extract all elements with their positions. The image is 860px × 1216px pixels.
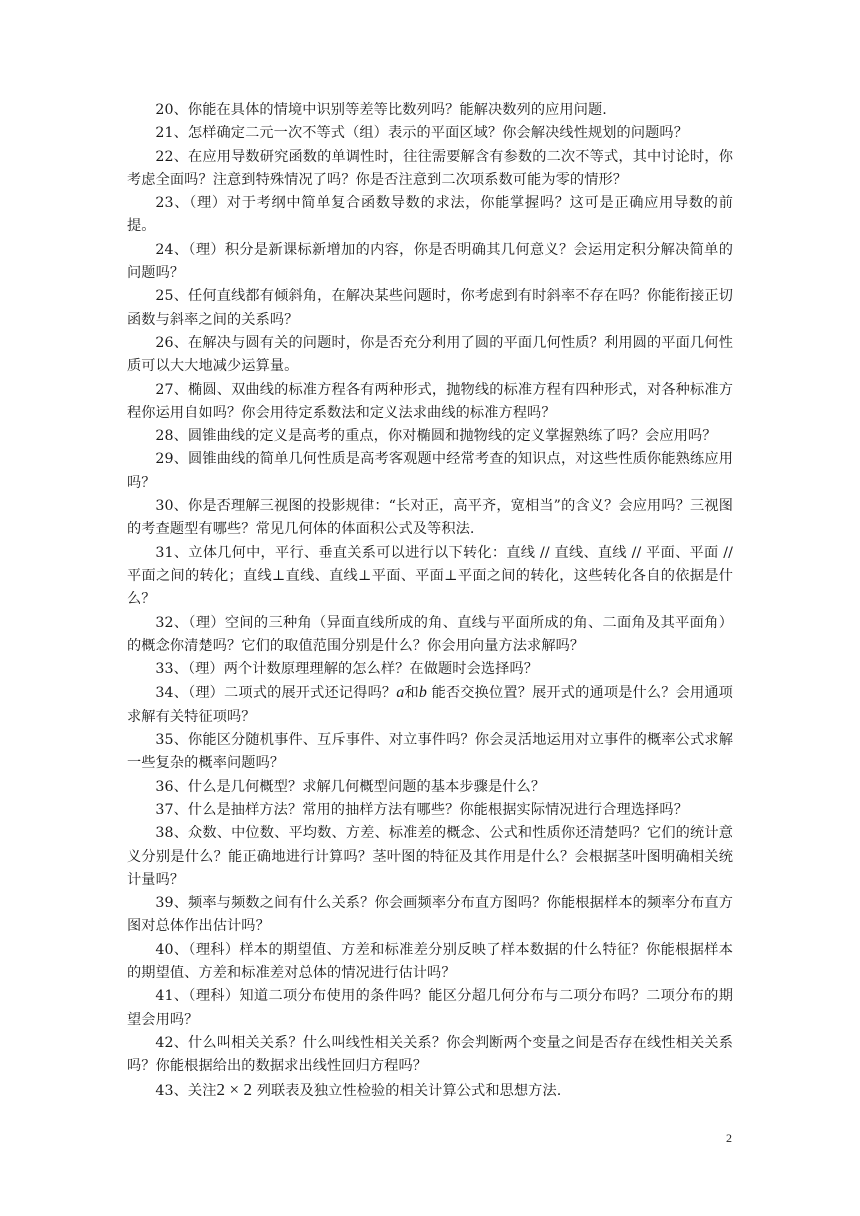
item43-text-pre: 43、关注 (155, 1083, 217, 1100)
list-item: 39、频率与频数之间有什么关系？你会画频率分布直方图吗？你能根据样本的频率分布直方图对总体作出估计吗？ (127, 895, 733, 935)
math-expression-2x2: 2 × 2 (216, 1080, 253, 1100)
list-item: 37、什么是抽样方法？常用的抽样方法有哪些？你能根据实际情况进行合理选择吗？ (155, 801, 688, 818)
math-variable-b: b (418, 684, 427, 702)
item34-text-and: 和 (404, 685, 419, 702)
list-item: 25、任何直线都有倾斜角，在解决某些问题时，你考虑到有时斜率不存在吗？你能衔接正切函数与斜率之间的关系吗？ (127, 288, 733, 328)
list-item-34 (127, 681, 733, 729)
list-item: 26、在解决与圆有关的问题时，你是否充分利用了圆的平面几何性质？利用圆的平面几何性质可以大大地减少运算量。 (127, 334, 733, 375)
list-item: 27、椭圆、双曲线的标准方程各有两种形式，抛物线的标准方程有四种形式，对各种标准方程你运用自如吗？你会用待定系数法和定义法求曲线的标准方程吗？ (127, 381, 733, 421)
list-item: 38、众数、中位数、平均数、方差、标准差的概念、公式和性质你还清楚吗？它们的统计意义分别是什么？能正确地进行计算吗？茎叶图的特征及其作用是什么？会根据茎叶图明确相关统计量吗？ (127, 825, 733, 888)
list-item: 30、你是否理解三视图的投影规律：“长对正，高平齐，宽相当”的含义？会应用吗？三视图的考查题型有哪些？常见几何体的体面积公式及等积法. (127, 498, 733, 538)
list-item: 28、圆锥曲线的定义是高考的重点，你对椭圆和抛物线的定义掌握熟练了吗？会应用吗？ (155, 428, 717, 445)
list-item: 20、你能在具体的情境中识别等差等比数列吗？能解决数列的应用问题. (155, 102, 607, 118)
list-item: 22、在应用导数研究函数的单调性时，往往需要解含有参数的二次不等式，其中讨论时，你考虑全面吗？注意到特殊情况了吗？你是否注意到二次项系数可能为零的情形？ (127, 148, 733, 188)
item43-text-post: 列联表及独立性检验的相关计算公式和思想方法. (252, 1083, 562, 1100)
list-item: 36、什么是几何概型？求解几何概型问题的基本步骤是什么？ (155, 778, 546, 795)
list-item: 24、（理）积分是新课标新增加的内容，你是否明确其几何意义？会运用定积分解决简单的问题吗？ (127, 241, 733, 282)
list-item: 32、（理）空间的三种角（异面直线所成的角、直线与平面所成的角、二面角及其平面角）的概念你清楚吗？它们的取值范围分别是什么？你会用向量方法求解吗？ (127, 614, 733, 654)
math-variable-a: a (396, 684, 405, 702)
list-item: 41、（理科）知道二项分布使用的条件吗？能区分超几何分布与二项分布吗？二项分布的期望会用吗？ (127, 988, 733, 1028)
list-item: 33、（理）两个计数原理理解的怎么样？在做题时会选择吗？ (155, 661, 539, 678)
page-number: 2 (726, 1131, 732, 1145)
list-item: 31、立体几何中，平行、垂直关系可以进行以下转化：直线 // 直线、直线 // 平面、平面 // 平面之间的转化；直线⊥直线、直线⊥平面、平面⊥平面之间的转化，这些转化各自的依据是什么？ (127, 544, 733, 608)
document-body (127, 99, 733, 1104)
list-item: 35、你能区分随机事件、互斥事件、对立事件吗？你会灵活地运用对立事件的概率公式求解一些复杂的概率问题吗？ (127, 732, 733, 772)
list-item: 42、什么叫相关关系？什么叫线性相关关系？你会判断两个变量之间是否存在线性相关关系吗？你能根据给出的数据求出线性回归方程吗？ (127, 1034, 733, 1075)
list-item: 23、（理）对于考纲中简单复合函数导数的求法，你能掌握吗？这可是正确应用导数的前提。 (127, 195, 733, 235)
list-item-43 (127, 1078, 733, 1103)
list-item: 21、怎样确定二元一次不等式（组）表示的平面区域？你会解决线性规划的问题吗？ (155, 125, 688, 142)
item34-text-pre: 34、（理）二项式的展开式还记得吗？ (155, 685, 397, 702)
list-item: 40、（理科）样本的期望值、方差和标准差分别反映了样本数据的什么特征？你能根据样本的期望值、方差和标准差对总体的情况进行估计吗？ (127, 941, 733, 981)
list-item: 29、圆锥曲线的简单几何性质是高考客观题中经常考查的知识点，对这些性质你能熟练应用吗？ (127, 451, 733, 491)
item34-text-post: 能否交换位置？展开式的通项是什么？会用通项求解有关特征项吗？ (127, 685, 733, 725)
